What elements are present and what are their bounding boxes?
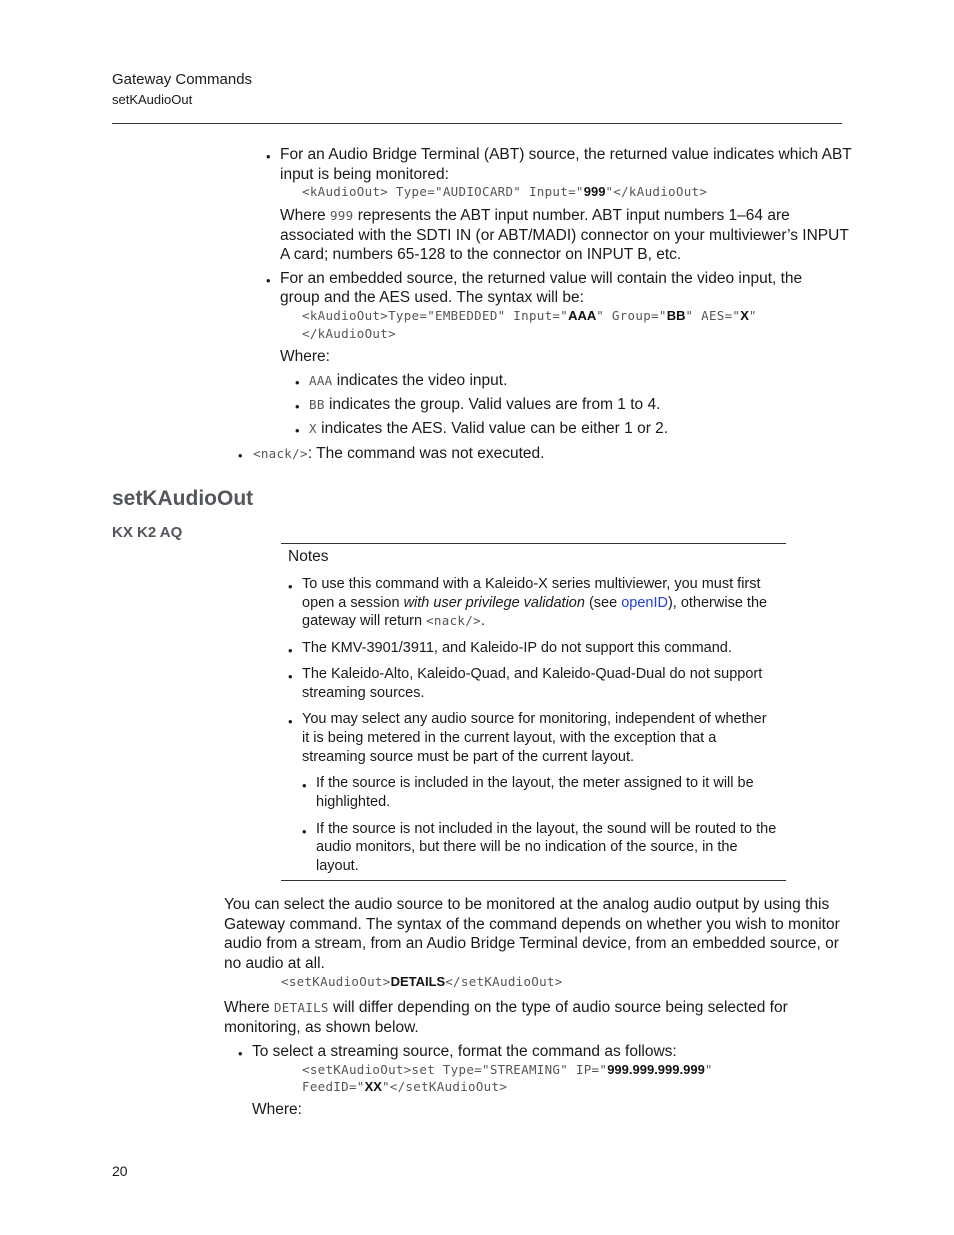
- note5-line2: highlighted.: [316, 794, 391, 810]
- bullet-dot: •: [295, 399, 300, 414]
- note4-line2: it is being metered in the current layout, with the exception that a: [302, 730, 717, 746]
- bb-item: BB indicates the group. Valid values are from 1 to 4.: [309, 396, 661, 413]
- header-subsection: setKAudioOut: [112, 92, 193, 107]
- notes-box: [281, 543, 786, 881]
- section-title: setKAudioOut: [112, 487, 254, 510]
- bullet-dot: •: [288, 714, 293, 729]
- bullet-dot: •: [238, 1046, 243, 1061]
- bullet-dot: •: [288, 643, 293, 658]
- where-999-line1: Where 999 represents the ABT input number. ABT input numbers 1–64 are: [280, 207, 790, 224]
- section-models: KX K2 AQ: [112, 524, 183, 541]
- bullet-dot: •: [295, 423, 300, 438]
- body-p1-line3: audio from a stream, from an Audio Bridge Terminal device, from an embedded source, or: [224, 935, 839, 952]
- page-number: 20: [112, 1163, 128, 1179]
- note4-line3: streaming source must be part of the current layout.: [302, 749, 635, 765]
- body-p2-line2: monitoring, as shown below.: [224, 1019, 419, 1036]
- bullet-dot: •: [288, 669, 293, 684]
- body-p1-line2: Gateway command. The syntax of the command depends on whether you wish to monitor: [224, 916, 840, 933]
- body-p2-line1: Where DETAILS will differ depending on the type of audio source being selected for: [224, 999, 788, 1016]
- body-p1-line4: no audio at all.: [224, 955, 325, 972]
- stream-where-label: Where:: [252, 1101, 302, 1118]
- note6-line2: audio monitors, but there will be no indication of the source, in the: [316, 839, 738, 855]
- note6-line1: If the source is not included in the layout, the sound will be routed to the: [316, 821, 777, 837]
- header-section: Gateway Commands: [112, 71, 253, 88]
- stream-code-line1: <setKAudioOut>set Type="STREAMING" IP="999.999.999.999": [302, 1062, 713, 1077]
- abt-code: <kAudioOut> Type="AUDIOCARD" Input="999"</kAudioOut>: [302, 184, 708, 199]
- nack-item: <nack/>: The command was not executed.: [253, 445, 545, 462]
- note3-line2: streaming sources.: [302, 685, 425, 701]
- x-item: X indicates the AES. Valid value can be either 1 or 2.: [309, 420, 669, 437]
- openid-link[interactable]: openID: [621, 595, 668, 611]
- stream-bullet: To select a streaming source, format the command as follows:: [252, 1043, 677, 1060]
- note2: The KMV-3901/3911, and Kaleido-IP do not support this command.: [302, 640, 732, 656]
- embedded-code-line2: </kAudioOut>: [302, 326, 396, 341]
- note1-line3: gateway will return <nack/>.: [302, 613, 485, 629]
- body-p1-line1: You can select the audio source to be monitored at the analog audio output by using this: [224, 896, 830, 913]
- embedded-code-line1: <kAudioOut>Type="EMBEDDED" Input="AAA" Group="BB" AES="X": [302, 308, 757, 323]
- abt-bullet-line1: For an Audio Bridge Terminal (ABT) source, the returned value indicates which ABT: [280, 146, 852, 163]
- abt-bullet-line2: input is being monitored:: [280, 166, 449, 183]
- aaa-item: AAA indicates the video input.: [309, 372, 508, 389]
- notes-title: Notes: [288, 548, 329, 565]
- bullet-dot: •: [266, 149, 271, 164]
- note1-line1: To use this command with a Kaleido-X series multiviewer, you must first: [302, 576, 761, 592]
- header-rule: [112, 123, 842, 124]
- bullet-dot: •: [288, 579, 293, 594]
- bullet-dot: •: [302, 824, 307, 839]
- where-999-line2: associated with the SDTI IN (or ABT/MADI) connector on your multiviewer’s INPUT: [280, 227, 849, 244]
- syntax-code: <setKAudioOut>DETAILS</setKAudioOut>: [281, 974, 563, 989]
- bullet-dot: •: [238, 448, 243, 463]
- bullet-dot: •: [295, 375, 300, 390]
- embedded-line1: For an embedded source, the returned value will contain the video input, the: [280, 270, 803, 287]
- where-999-line3: A card; numbers 65-128 to the connector on INPUT B, etc.: [280, 246, 682, 263]
- embedded-line2: group and the AES used. The syntax will be:: [280, 289, 584, 306]
- note1-line2: open a session with user privilege validation (see openID), otherwise the: [302, 595, 768, 611]
- stream-code-line2: FeedID="XX"</setKAudioOut>: [302, 1079, 508, 1094]
- where-label: Where:: [280, 348, 330, 365]
- note4-line1: You may select any audio source for monitoring, independent of whether: [302, 711, 767, 727]
- note5-line1: If the source is included in the layout, the meter assigned to it will be: [316, 775, 754, 791]
- note6-line3: layout.: [316, 858, 359, 874]
- note3-line1: The Kaleido-Alto, Kaleido-Quad, and Kaleido-Quad-Dual do not support: [302, 666, 763, 682]
- bullet-dot: •: [266, 273, 271, 288]
- bullet-dot: •: [302, 778, 307, 793]
